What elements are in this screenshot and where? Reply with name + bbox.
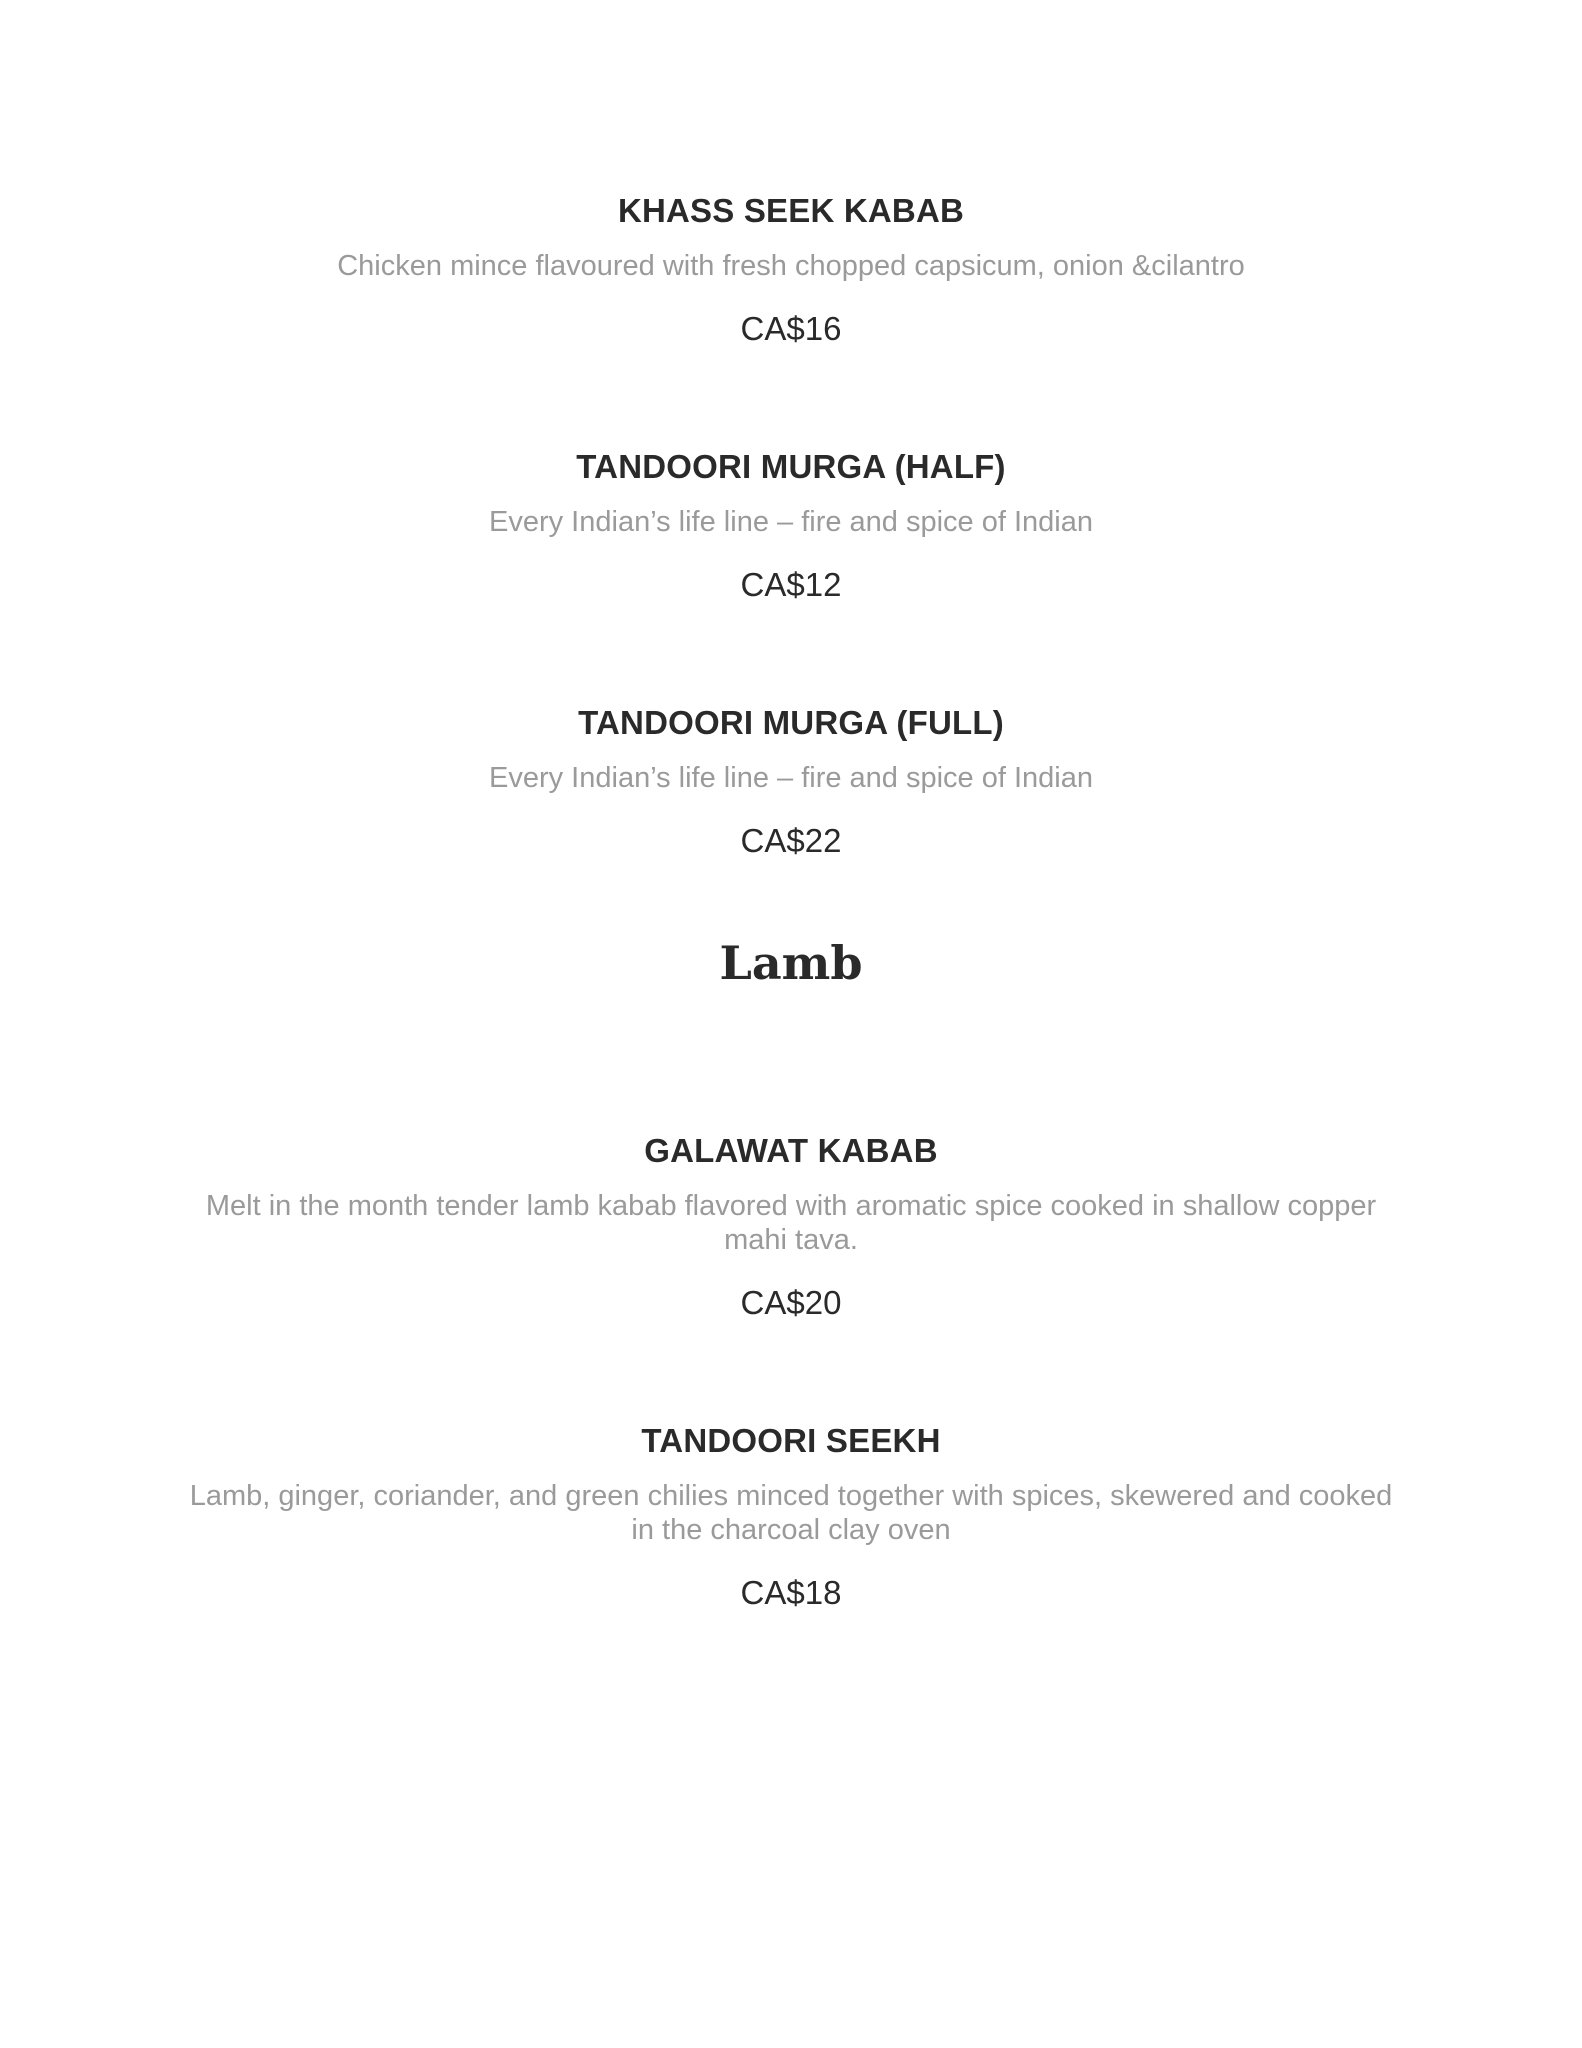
menu-item-price: CA$20	[740, 1284, 842, 1321]
menu-item-name: TANDOORI SEEKH	[641, 1422, 941, 1459]
menu-item-price: CA$12	[740, 566, 842, 603]
menu-item-price: CA$22	[740, 822, 842, 859]
menu-item-tandoori-murga-full	[0, 703, 1582, 861]
menu-item-name: TANDOORI MURGA (FULL)	[578, 704, 1004, 741]
menu-item-khass-seek-kabab	[0, 191, 1582, 349]
menu-item-name: GALAWAT KABAB	[644, 1132, 938, 1169]
menu-item-price: CA$18	[740, 1574, 842, 1611]
menu-item-description: Every Indian’s life line – fire and spice of Indian	[489, 762, 1093, 794]
menu-item-description: Chicken mince flavoured with fresh chopped capsicum, onion &cilantro	[337, 250, 1245, 282]
menu-item-description: Lamb, ginger, coriander, and green chilies minced together with spices, skewered and cooked in the charcoal clay oven	[189, 1480, 1393, 1546]
menu-item-price: CA$16	[740, 310, 842, 347]
menu-item-name: KHASS SEEK KABAB	[617, 192, 965, 229]
menu-item-description: Every Indian’s life line – fire and spice of Indian	[489, 506, 1093, 538]
menu-item-tandoori-seekh	[0, 1421, 1582, 1613]
menu-item-galawat-kabab	[0, 1131, 1582, 1323]
menu-item-tandoori-murga-half	[0, 447, 1582, 605]
menu-item-description: Melt in the month tender lamb kabab flavored with aromatic spice cooked in shallow copper mahi tava.	[205, 1190, 1377, 1256]
section-title-lamb: Lamb	[719, 936, 863, 990]
menu-item-name: TANDOORI MURGA (HALF)	[576, 448, 1006, 485]
